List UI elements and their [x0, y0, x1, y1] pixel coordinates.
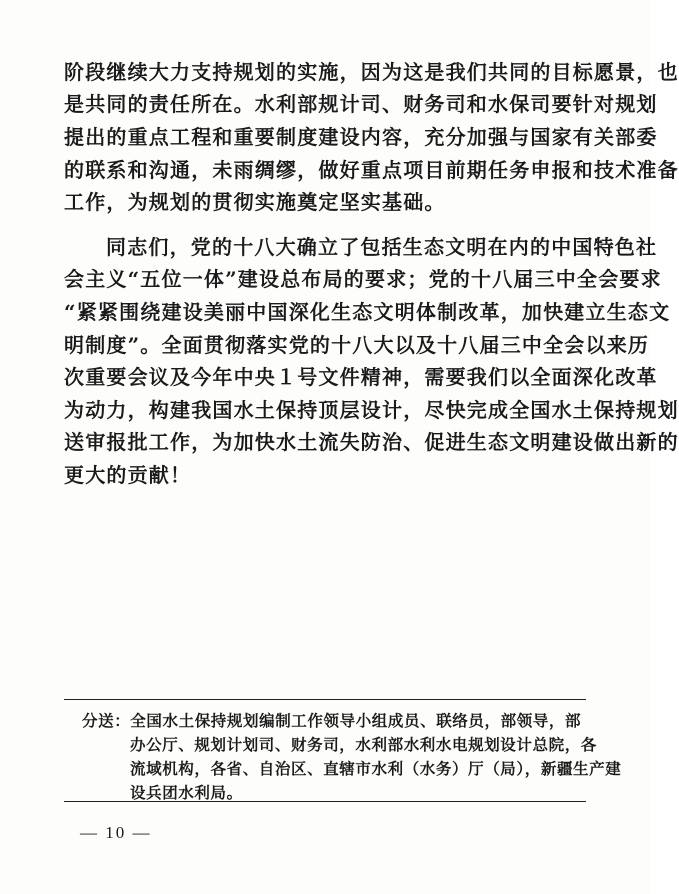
paragraph-2-line-2: 会主义“五位一体”建设总布局的要求；党的十八届三中全会要求: [64, 267, 662, 291]
page-number: — 10 —: [80, 823, 152, 842]
paragraph-2-line-3: “紧紧围绕建设美丽中国深化生态文明体制改革，加快建立生态文: [64, 300, 671, 324]
paragraph-2-line-6: 为动力，构建我国水土保持顶层设计，尽快完成全国水土保持规划: [64, 398, 679, 422]
paragraph-2-line-1: 同志们，党的十八大确立了包括生态文明在内的中国特色社: [106, 235, 658, 259]
paragraph-1-line-4: 的联系和沟通，未雨绸缪，做好重点项目前期任务申报和技术准备: [64, 158, 679, 182]
distribution-line-1: 分送：全国水土保持规划编制工作领导小组成员、联络员，部领导，部: [82, 711, 582, 730]
distribution-line-4: 设兵团水利局。: [130, 783, 243, 802]
paragraph-2-line-8: 更大的贡献！: [64, 463, 192, 487]
paragraph-1-line-1: 阶段继续大力支持规划的实施，因为这是我们共同的目标愿景，也: [64, 60, 679, 84]
paragraph-1-line-5: 工作，为规划的贯彻实施奠定坚实基础。: [64, 190, 446, 214]
distribution-bottom-rule: [64, 801, 586, 802]
distribution-top-rule: [64, 699, 586, 700]
distribution-line-2: 办公厅、规划计划司、财务司，水利部水利水电规划设计总院，各: [130, 735, 597, 754]
paragraph-1-line-3: 提出的重点工程和重要制度建设内容，充分加强与国家有关部委: [64, 125, 658, 149]
paragraph-2-line-5: 次重要会议及今年中央１号文件精神，需要我们以全面深化改革: [64, 365, 658, 389]
paragraph-2-line-4: 明制度”。全面贯彻落实党的十八大以及十八届三中全会以来历: [64, 333, 650, 357]
distribution-line-3: 流域机构，各省、自治区、直辖市水利（水务）厅（局），新疆生产建: [130, 759, 622, 778]
paragraph-2-line-7: 送审报批工作，为加快水土流失防治、促进生态文明建设做出新的: [64, 430, 679, 454]
paragraph-1-line-2: 是共同的责任所在。水利部规计司、财务司和水保司要针对规划: [64, 92, 658, 116]
